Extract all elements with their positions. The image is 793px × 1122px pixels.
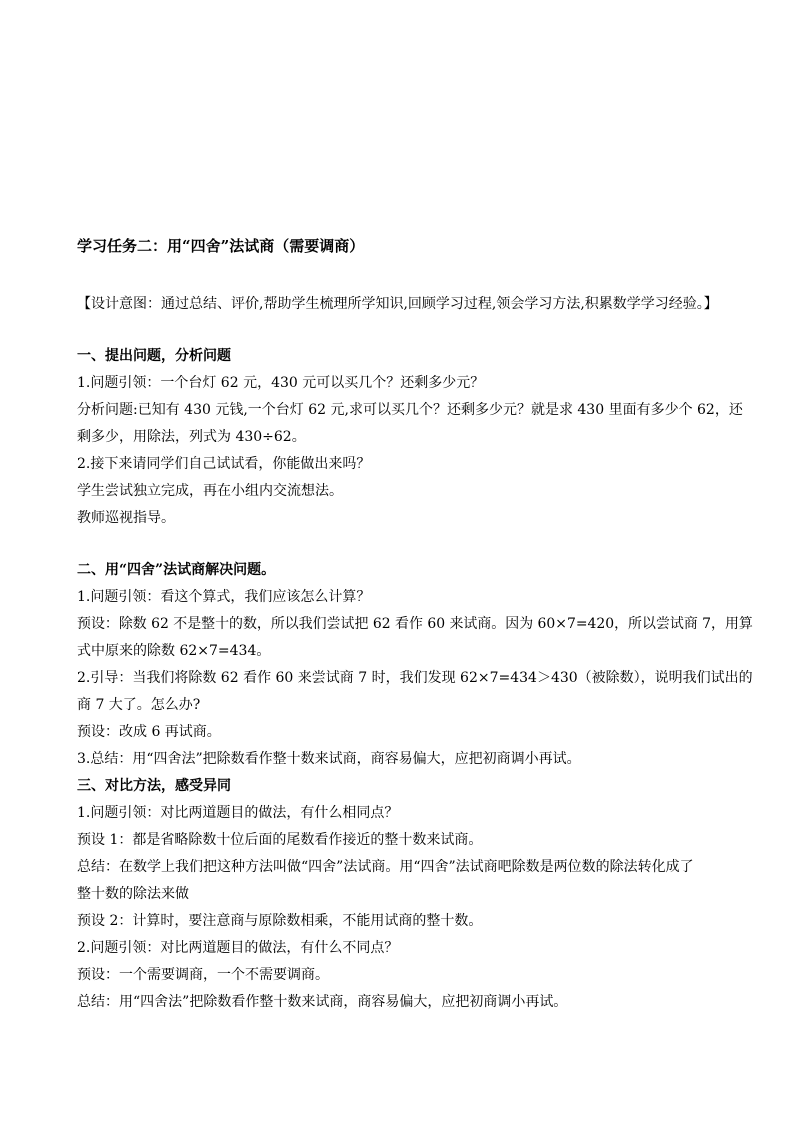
section3-line: 1.问题引领：对比两道题目的做法，有什么相同点？ [77,805,399,821]
section1-line: 剩多少，用除法，列式为 430÷62。 [77,429,306,445]
section3-heading: 三、对比方法，感受异同 [77,778,231,794]
section2-line: 2.引导：当我们将除数 62 看作 60 来尝试商 7 时，我们发现 62×7=434＞430（被除数），说明我们试出的 [77,670,753,686]
section2-line: 商 7 大了。怎么办? [77,697,201,713]
section3-line: 2.问题引领：对比两道题目的做法，有什么不同点？ [77,940,399,956]
section1-line: 学生尝试独立完成，再在小组内交流想法。 [77,483,343,499]
section3-line: 预设 2：计算时，要注意商与原除数相乘，不能用试商的整十数。 [77,913,483,929]
page-title: 学习任务二：用“四舍”法试商（需要调商） [77,237,365,255]
section3-line: 总结：用“四舍法”把除数看作整十数来试商，商容易偏大，应把初商调小再试。 [77,994,568,1010]
section2-line: 3.总结：用“四舍法”把除数看作整十数来试商，商容易偏大，应把初商调小再试。 [77,751,581,767]
section1-heading: 一、提出问题，分析问题 [77,348,231,364]
section2-line: 预设：改成 6 再试商。 [77,724,221,740]
section2-line: 1.问题引领：看这个算式，我们应该怎么计算？ [77,589,371,605]
section1-line: 分析问题:已知有 430 元钱,一个台灯 62 元,求可以买几个？还剩多少元？就是求 430 里面有多少个 62，还 [77,402,743,418]
section1-line: 教师巡视指导。 [77,510,175,526]
section3-line: 预设：一个需要调商，一个不需要调商。 [77,967,329,983]
section3-line: 总结：在数学上我们把这种方法叫做“四舍”法试商。用“四舍”法试商吧除数是两位数的除法转化成了 [77,859,694,875]
section2-heading: 二、用“四舍”法试商解决问题。 [77,562,276,578]
section3-line: 整十数的除法来做 [77,886,189,902]
section2-line: 预设：除数 62 不是整十的数，所以我们尝试把 62 看作 60 来试商。因为 60×7=420，所以尝试商 7，用算 [77,616,753,632]
design-intent: 【设计意图：通过总结、评价,帮助学生梳理所学知识,回顾学习过程,领会学习方法,积累数学学习经验。】 [77,296,718,312]
section1-line: 1.问题引领：一个台灯 62 元，430 元可以买几个？还剩多少元？ [77,375,485,391]
section2-line: 式中原来的除数 62×7=434。 [77,643,271,659]
section3-line: 预设 1：都是省略除数十位后面的尾数看作接近的整十数来试商。 [77,832,483,848]
section1-line: 2.接下来请同学们自己试试看，你能做出来吗？ [77,456,371,472]
